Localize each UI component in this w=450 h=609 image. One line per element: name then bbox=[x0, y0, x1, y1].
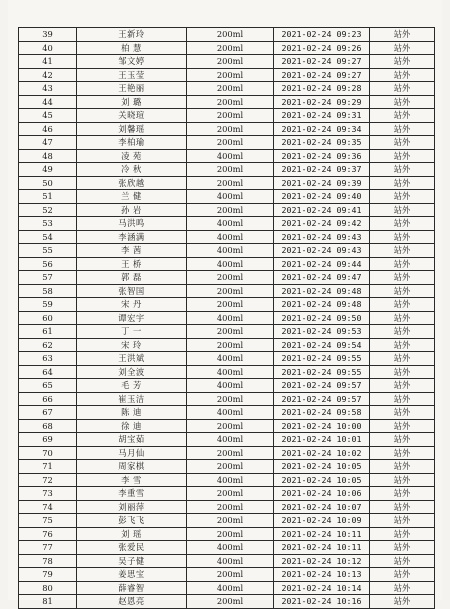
donor-name-cell: 徐 迪 bbox=[77, 419, 187, 433]
volume-cell: 200ml bbox=[187, 95, 274, 109]
table-row bbox=[19, 554, 435, 568]
volume-cell: 200ml bbox=[187, 500, 274, 514]
volume-cell: 200ml bbox=[187, 325, 274, 339]
volume-cell: 200ml bbox=[187, 82, 274, 96]
time-cell: 2021-02-24 10:14 bbox=[274, 581, 370, 595]
volume-cell: 200ml bbox=[187, 55, 274, 69]
table-row bbox=[19, 203, 435, 217]
donor-name-cell: 王玉莹 bbox=[77, 68, 187, 82]
volume-cell: 200ml bbox=[187, 514, 274, 528]
row-number-cell: 51 bbox=[19, 190, 77, 204]
location-cell: 站外 bbox=[370, 379, 435, 393]
time-cell: 2021-02-24 09:36 bbox=[274, 149, 370, 163]
row-number-cell: 76 bbox=[19, 527, 77, 541]
volume-cell: 400ml bbox=[187, 257, 274, 271]
row-number-cell: 46 bbox=[19, 122, 77, 136]
time-cell: 2021-02-24 09:54 bbox=[274, 338, 370, 352]
row-number-cell: 55 bbox=[19, 244, 77, 258]
table-row bbox=[19, 190, 435, 204]
volume-cell: 200ml bbox=[187, 176, 274, 190]
volume-cell: 200ml bbox=[187, 68, 274, 82]
time-cell: 2021-02-24 09:35 bbox=[274, 136, 370, 150]
table-row bbox=[19, 284, 435, 298]
volume-cell: 400ml bbox=[187, 541, 274, 555]
donor-name-cell: 柏 慧 bbox=[77, 41, 187, 55]
donor-name-cell: 谭宏宇 bbox=[77, 311, 187, 325]
time-cell: 2021-02-24 09:50 bbox=[274, 311, 370, 325]
time-cell: 2021-02-24 10:12 bbox=[274, 554, 370, 568]
table-row bbox=[19, 514, 435, 528]
volume-cell: 200ml bbox=[187, 203, 274, 217]
location-cell: 站外 bbox=[370, 176, 435, 190]
time-cell: 2021-02-24 09:37 bbox=[274, 163, 370, 177]
row-number-cell: 44 bbox=[19, 95, 77, 109]
time-cell: 2021-02-24 09:34 bbox=[274, 122, 370, 136]
table-row bbox=[19, 230, 435, 244]
table-row bbox=[19, 311, 435, 325]
table-row bbox=[19, 257, 435, 271]
donor-name-cell: 胡宝茹 bbox=[77, 433, 187, 447]
table-row bbox=[19, 541, 435, 555]
time-cell: 2021-02-24 10:13 bbox=[274, 568, 370, 582]
row-number-cell: 60 bbox=[19, 311, 77, 325]
donor-name-cell: 赵恩亮 bbox=[77, 595, 187, 609]
table-row bbox=[19, 28, 435, 42]
time-cell: 2021-02-24 09:27 bbox=[274, 68, 370, 82]
donor-name-cell: 马月仙 bbox=[77, 446, 187, 460]
donor-name-cell: 陈 迪 bbox=[77, 406, 187, 420]
donor-name-cell: 李重雪 bbox=[77, 487, 187, 501]
volume-cell: 400ml bbox=[187, 433, 274, 447]
volume-cell: 200ml bbox=[187, 109, 274, 123]
row-number-cell: 42 bbox=[19, 68, 77, 82]
volume-cell: 200ml bbox=[187, 298, 274, 312]
row-number-cell: 71 bbox=[19, 460, 77, 474]
volume-cell: 400ml bbox=[187, 473, 274, 487]
volume-cell: 200ml bbox=[187, 595, 274, 609]
donor-name-cell: 王洪斌 bbox=[77, 352, 187, 366]
table-row bbox=[19, 352, 435, 366]
row-number-cell: 74 bbox=[19, 500, 77, 514]
donor-name-cell: 周家棋 bbox=[77, 460, 187, 474]
time-cell: 2021-02-24 10:11 bbox=[274, 541, 370, 555]
table-row bbox=[19, 446, 435, 460]
donor-name-cell: 王 桥 bbox=[77, 257, 187, 271]
table-row bbox=[19, 379, 435, 393]
row-number-cell: 70 bbox=[19, 446, 77, 460]
volume-cell: 400ml bbox=[187, 217, 274, 231]
records-table-body bbox=[19, 28, 435, 609]
row-number-cell: 79 bbox=[19, 568, 77, 582]
location-cell: 站外 bbox=[370, 136, 435, 150]
volume-cell: 400ml bbox=[187, 190, 274, 204]
volume-cell: 200ml bbox=[187, 446, 274, 460]
table-row bbox=[19, 338, 435, 352]
donor-name-cell: 冷 秋 bbox=[77, 163, 187, 177]
table-row bbox=[19, 217, 435, 231]
time-cell: 2021-02-24 09:48 bbox=[274, 298, 370, 312]
location-cell: 站外 bbox=[370, 95, 435, 109]
time-cell: 2021-02-24 09:48 bbox=[274, 284, 370, 298]
row-number-cell: 73 bbox=[19, 487, 77, 501]
table-row bbox=[19, 298, 435, 312]
location-cell: 站外 bbox=[370, 109, 435, 123]
time-cell: 2021-02-24 09:27 bbox=[274, 55, 370, 69]
time-cell: 2021-02-24 10:05 bbox=[274, 460, 370, 474]
donor-name-cell: 李 雪 bbox=[77, 473, 187, 487]
donor-name-cell: 丁 一 bbox=[77, 325, 187, 339]
donor-name-cell: 姜思宝 bbox=[77, 568, 187, 582]
donor-name-cell: 张智国 bbox=[77, 284, 187, 298]
volume-cell: 400ml bbox=[187, 581, 274, 595]
volume-cell: 400ml bbox=[187, 406, 274, 420]
location-cell: 站外 bbox=[370, 203, 435, 217]
table-row bbox=[19, 95, 435, 109]
table-row bbox=[19, 244, 435, 258]
donor-name-cell: 薛睿智 bbox=[77, 581, 187, 595]
donor-name-cell: 毛 芳 bbox=[77, 379, 187, 393]
volume-cell: 400ml bbox=[187, 311, 274, 325]
row-number-cell: 69 bbox=[19, 433, 77, 447]
row-number-cell: 81 bbox=[19, 595, 77, 609]
donor-name-cell: 王艳丽 bbox=[77, 82, 187, 96]
row-number-cell: 61 bbox=[19, 325, 77, 339]
table-row bbox=[19, 55, 435, 69]
table-row bbox=[19, 595, 435, 609]
location-cell: 站外 bbox=[370, 338, 435, 352]
location-cell: 站外 bbox=[370, 244, 435, 258]
table-row bbox=[19, 176, 435, 190]
time-cell: 2021-02-24 09:29 bbox=[274, 95, 370, 109]
time-cell: 2021-02-24 09:47 bbox=[274, 271, 370, 285]
location-cell: 站外 bbox=[370, 473, 435, 487]
document-page bbox=[8, 0, 442, 607]
location-cell: 站外 bbox=[370, 554, 435, 568]
volume-cell: 200ml bbox=[187, 271, 274, 285]
time-cell: 2021-02-24 09:43 bbox=[274, 230, 370, 244]
volume-cell: 200ml bbox=[187, 487, 274, 501]
row-number-cell: 72 bbox=[19, 473, 77, 487]
row-number-cell: 75 bbox=[19, 514, 77, 528]
row-number-cell: 67 bbox=[19, 406, 77, 420]
volume-cell: 200ml bbox=[187, 41, 274, 55]
donor-name-cell: 兰 健 bbox=[77, 190, 187, 204]
row-number-cell: 58 bbox=[19, 284, 77, 298]
table-row bbox=[19, 271, 435, 285]
location-cell: 站外 bbox=[370, 257, 435, 271]
table-row bbox=[19, 109, 435, 123]
location-cell: 站外 bbox=[370, 68, 435, 82]
row-number-cell: 66 bbox=[19, 392, 77, 406]
row-number-cell: 63 bbox=[19, 352, 77, 366]
time-cell: 2021-02-24 10:07 bbox=[274, 500, 370, 514]
time-cell: 2021-02-24 09:58 bbox=[274, 406, 370, 420]
donation-records-table bbox=[18, 27, 435, 609]
row-number-cell: 41 bbox=[19, 55, 77, 69]
location-cell: 站外 bbox=[370, 568, 435, 582]
time-cell: 2021-02-24 09:39 bbox=[274, 176, 370, 190]
table-row bbox=[19, 392, 435, 406]
row-number-cell: 68 bbox=[19, 419, 77, 433]
donor-name-cell: 刘全波 bbox=[77, 365, 187, 379]
table-row bbox=[19, 581, 435, 595]
location-cell: 站外 bbox=[370, 122, 435, 136]
row-number-cell: 49 bbox=[19, 163, 77, 177]
row-number-cell: 56 bbox=[19, 257, 77, 271]
donor-name-cell: 张欣越 bbox=[77, 176, 187, 190]
row-number-cell: 45 bbox=[19, 109, 77, 123]
donor-name-cell: 李柏瑜 bbox=[77, 136, 187, 150]
location-cell: 站外 bbox=[370, 514, 435, 528]
location-cell: 站外 bbox=[370, 230, 435, 244]
location-cell: 站外 bbox=[370, 527, 435, 541]
location-cell: 站外 bbox=[370, 82, 435, 96]
location-cell: 站外 bbox=[370, 541, 435, 555]
location-cell: 站外 bbox=[370, 325, 435, 339]
donor-name-cell: 王新玲 bbox=[77, 28, 187, 42]
row-number-cell: 48 bbox=[19, 149, 77, 163]
row-number-cell: 54 bbox=[19, 230, 77, 244]
time-cell: 2021-02-24 09:57 bbox=[274, 392, 370, 406]
volume-cell: 400ml bbox=[187, 244, 274, 258]
location-cell: 站外 bbox=[370, 190, 435, 204]
time-cell: 2021-02-24 09:28 bbox=[274, 82, 370, 96]
volume-cell: 200ml bbox=[187, 28, 274, 42]
table-row bbox=[19, 460, 435, 474]
volume-cell: 400ml bbox=[187, 365, 274, 379]
time-cell: 2021-02-24 09:57 bbox=[274, 379, 370, 393]
donor-name-cell: 关晓瑄 bbox=[77, 109, 187, 123]
donor-name-cell: 马洪鸣 bbox=[77, 217, 187, 231]
location-cell: 站外 bbox=[370, 284, 435, 298]
donor-name-cell: 刘馨瑶 bbox=[77, 122, 187, 136]
table-row bbox=[19, 527, 435, 541]
time-cell: 2021-02-24 09:53 bbox=[274, 325, 370, 339]
volume-cell: 200ml bbox=[187, 460, 274, 474]
location-cell: 站外 bbox=[370, 446, 435, 460]
donor-name-cell: 吴子健 bbox=[77, 554, 187, 568]
time-cell: 2021-02-24 10:11 bbox=[274, 527, 370, 541]
row-number-cell: 50 bbox=[19, 176, 77, 190]
donor-name-cell: 宋 丹 bbox=[77, 298, 187, 312]
table-row bbox=[19, 41, 435, 55]
volume-cell: 200ml bbox=[187, 163, 274, 177]
row-number-cell: 53 bbox=[19, 217, 77, 231]
location-cell: 站外 bbox=[370, 163, 435, 177]
table-row bbox=[19, 82, 435, 96]
donor-name-cell: 刘丽萍 bbox=[77, 500, 187, 514]
row-number-cell: 80 bbox=[19, 581, 77, 595]
time-cell: 2021-02-24 10:05 bbox=[274, 473, 370, 487]
row-number-cell: 47 bbox=[19, 136, 77, 150]
table-row bbox=[19, 163, 435, 177]
location-cell: 站外 bbox=[370, 406, 435, 420]
location-cell: 站外 bbox=[370, 352, 435, 366]
row-number-cell: 52 bbox=[19, 203, 77, 217]
donor-name-cell: 李 茜 bbox=[77, 244, 187, 258]
time-cell: 2021-02-24 09:31 bbox=[274, 109, 370, 123]
donor-name-cell: 刘 瑶 bbox=[77, 527, 187, 541]
location-cell: 站外 bbox=[370, 271, 435, 285]
donor-name-cell: 凌 苑 bbox=[77, 149, 187, 163]
volume-cell: 400ml bbox=[187, 554, 274, 568]
table-row bbox=[19, 568, 435, 582]
location-cell: 站外 bbox=[370, 298, 435, 312]
volume-cell: 200ml bbox=[187, 338, 274, 352]
table-row bbox=[19, 473, 435, 487]
volume-cell: 200ml bbox=[187, 122, 274, 136]
volume-cell: 200ml bbox=[187, 568, 274, 582]
volume-cell: 200ml bbox=[187, 419, 274, 433]
table-row bbox=[19, 500, 435, 514]
table-row bbox=[19, 419, 435, 433]
donor-name-cell: 宋 玲 bbox=[77, 338, 187, 352]
location-cell: 站外 bbox=[370, 500, 435, 514]
donor-name-cell: 刘 璐 bbox=[77, 95, 187, 109]
donor-name-cell: 彭飞飞 bbox=[77, 514, 187, 528]
time-cell: 2021-02-24 09:23 bbox=[274, 28, 370, 42]
table-row bbox=[19, 365, 435, 379]
row-number-cell: 39 bbox=[19, 28, 77, 42]
table-row bbox=[19, 325, 435, 339]
location-cell: 站外 bbox=[370, 487, 435, 501]
location-cell: 站外 bbox=[370, 419, 435, 433]
table-row bbox=[19, 433, 435, 447]
table-row bbox=[19, 122, 435, 136]
time-cell: 2021-02-24 09:40 bbox=[274, 190, 370, 204]
volume-cell: 200ml bbox=[187, 527, 274, 541]
donor-name-cell: 张爱民 bbox=[77, 541, 187, 555]
time-cell: 2021-02-24 10:01 bbox=[274, 433, 370, 447]
donor-name-cell: 李涵满 bbox=[77, 230, 187, 244]
donor-name-cell: 邹文婷 bbox=[77, 55, 187, 69]
volume-cell: 200ml bbox=[187, 136, 274, 150]
time-cell: 2021-02-24 10:09 bbox=[274, 514, 370, 528]
location-cell: 站外 bbox=[370, 217, 435, 231]
row-number-cell: 65 bbox=[19, 379, 77, 393]
donor-name-cell: 孙 岩 bbox=[77, 203, 187, 217]
table-row bbox=[19, 149, 435, 163]
time-cell: 2021-02-24 09:26 bbox=[274, 41, 370, 55]
time-cell: 2021-02-24 09:44 bbox=[274, 257, 370, 271]
time-cell: 2021-02-24 10:16 bbox=[274, 595, 370, 609]
row-number-cell: 43 bbox=[19, 82, 77, 96]
volume-cell: 400ml bbox=[187, 230, 274, 244]
row-number-cell: 40 bbox=[19, 41, 77, 55]
row-number-cell: 62 bbox=[19, 338, 77, 352]
location-cell: 站外 bbox=[370, 581, 435, 595]
location-cell: 站外 bbox=[370, 311, 435, 325]
table-row bbox=[19, 68, 435, 82]
row-number-cell: 59 bbox=[19, 298, 77, 312]
location-cell: 站外 bbox=[370, 392, 435, 406]
table-row bbox=[19, 136, 435, 150]
location-cell: 站外 bbox=[370, 149, 435, 163]
row-number-cell: 78 bbox=[19, 554, 77, 568]
volume-cell: 400ml bbox=[187, 352, 274, 366]
time-cell: 2021-02-24 10:06 bbox=[274, 487, 370, 501]
location-cell: 站外 bbox=[370, 433, 435, 447]
row-number-cell: 57 bbox=[19, 271, 77, 285]
location-cell: 站外 bbox=[370, 55, 435, 69]
location-cell: 站外 bbox=[370, 28, 435, 42]
time-cell: 2021-02-24 09:43 bbox=[274, 244, 370, 258]
location-cell: 站外 bbox=[370, 365, 435, 379]
time-cell: 2021-02-24 09:42 bbox=[274, 217, 370, 231]
time-cell: 2021-02-24 09:41 bbox=[274, 203, 370, 217]
volume-cell: 200ml bbox=[187, 392, 274, 406]
volume-cell: 400ml bbox=[187, 379, 274, 393]
donor-name-cell: 郭 磊 bbox=[77, 271, 187, 285]
volume-cell: 200ml bbox=[187, 284, 274, 298]
table-row bbox=[19, 487, 435, 501]
row-number-cell: 77 bbox=[19, 541, 77, 555]
table-row bbox=[19, 406, 435, 420]
donor-name-cell: 崔玉洁 bbox=[77, 392, 187, 406]
time-cell: 2021-02-24 09:55 bbox=[274, 352, 370, 366]
location-cell: 站外 bbox=[370, 41, 435, 55]
time-cell: 2021-02-24 10:00 bbox=[274, 419, 370, 433]
volume-cell: 400ml bbox=[187, 149, 274, 163]
time-cell: 2021-02-24 10:02 bbox=[274, 446, 370, 460]
location-cell: 站外 bbox=[370, 460, 435, 474]
row-number-cell: 64 bbox=[19, 365, 77, 379]
location-cell: 站外 bbox=[370, 595, 435, 609]
time-cell: 2021-02-24 09:55 bbox=[274, 365, 370, 379]
